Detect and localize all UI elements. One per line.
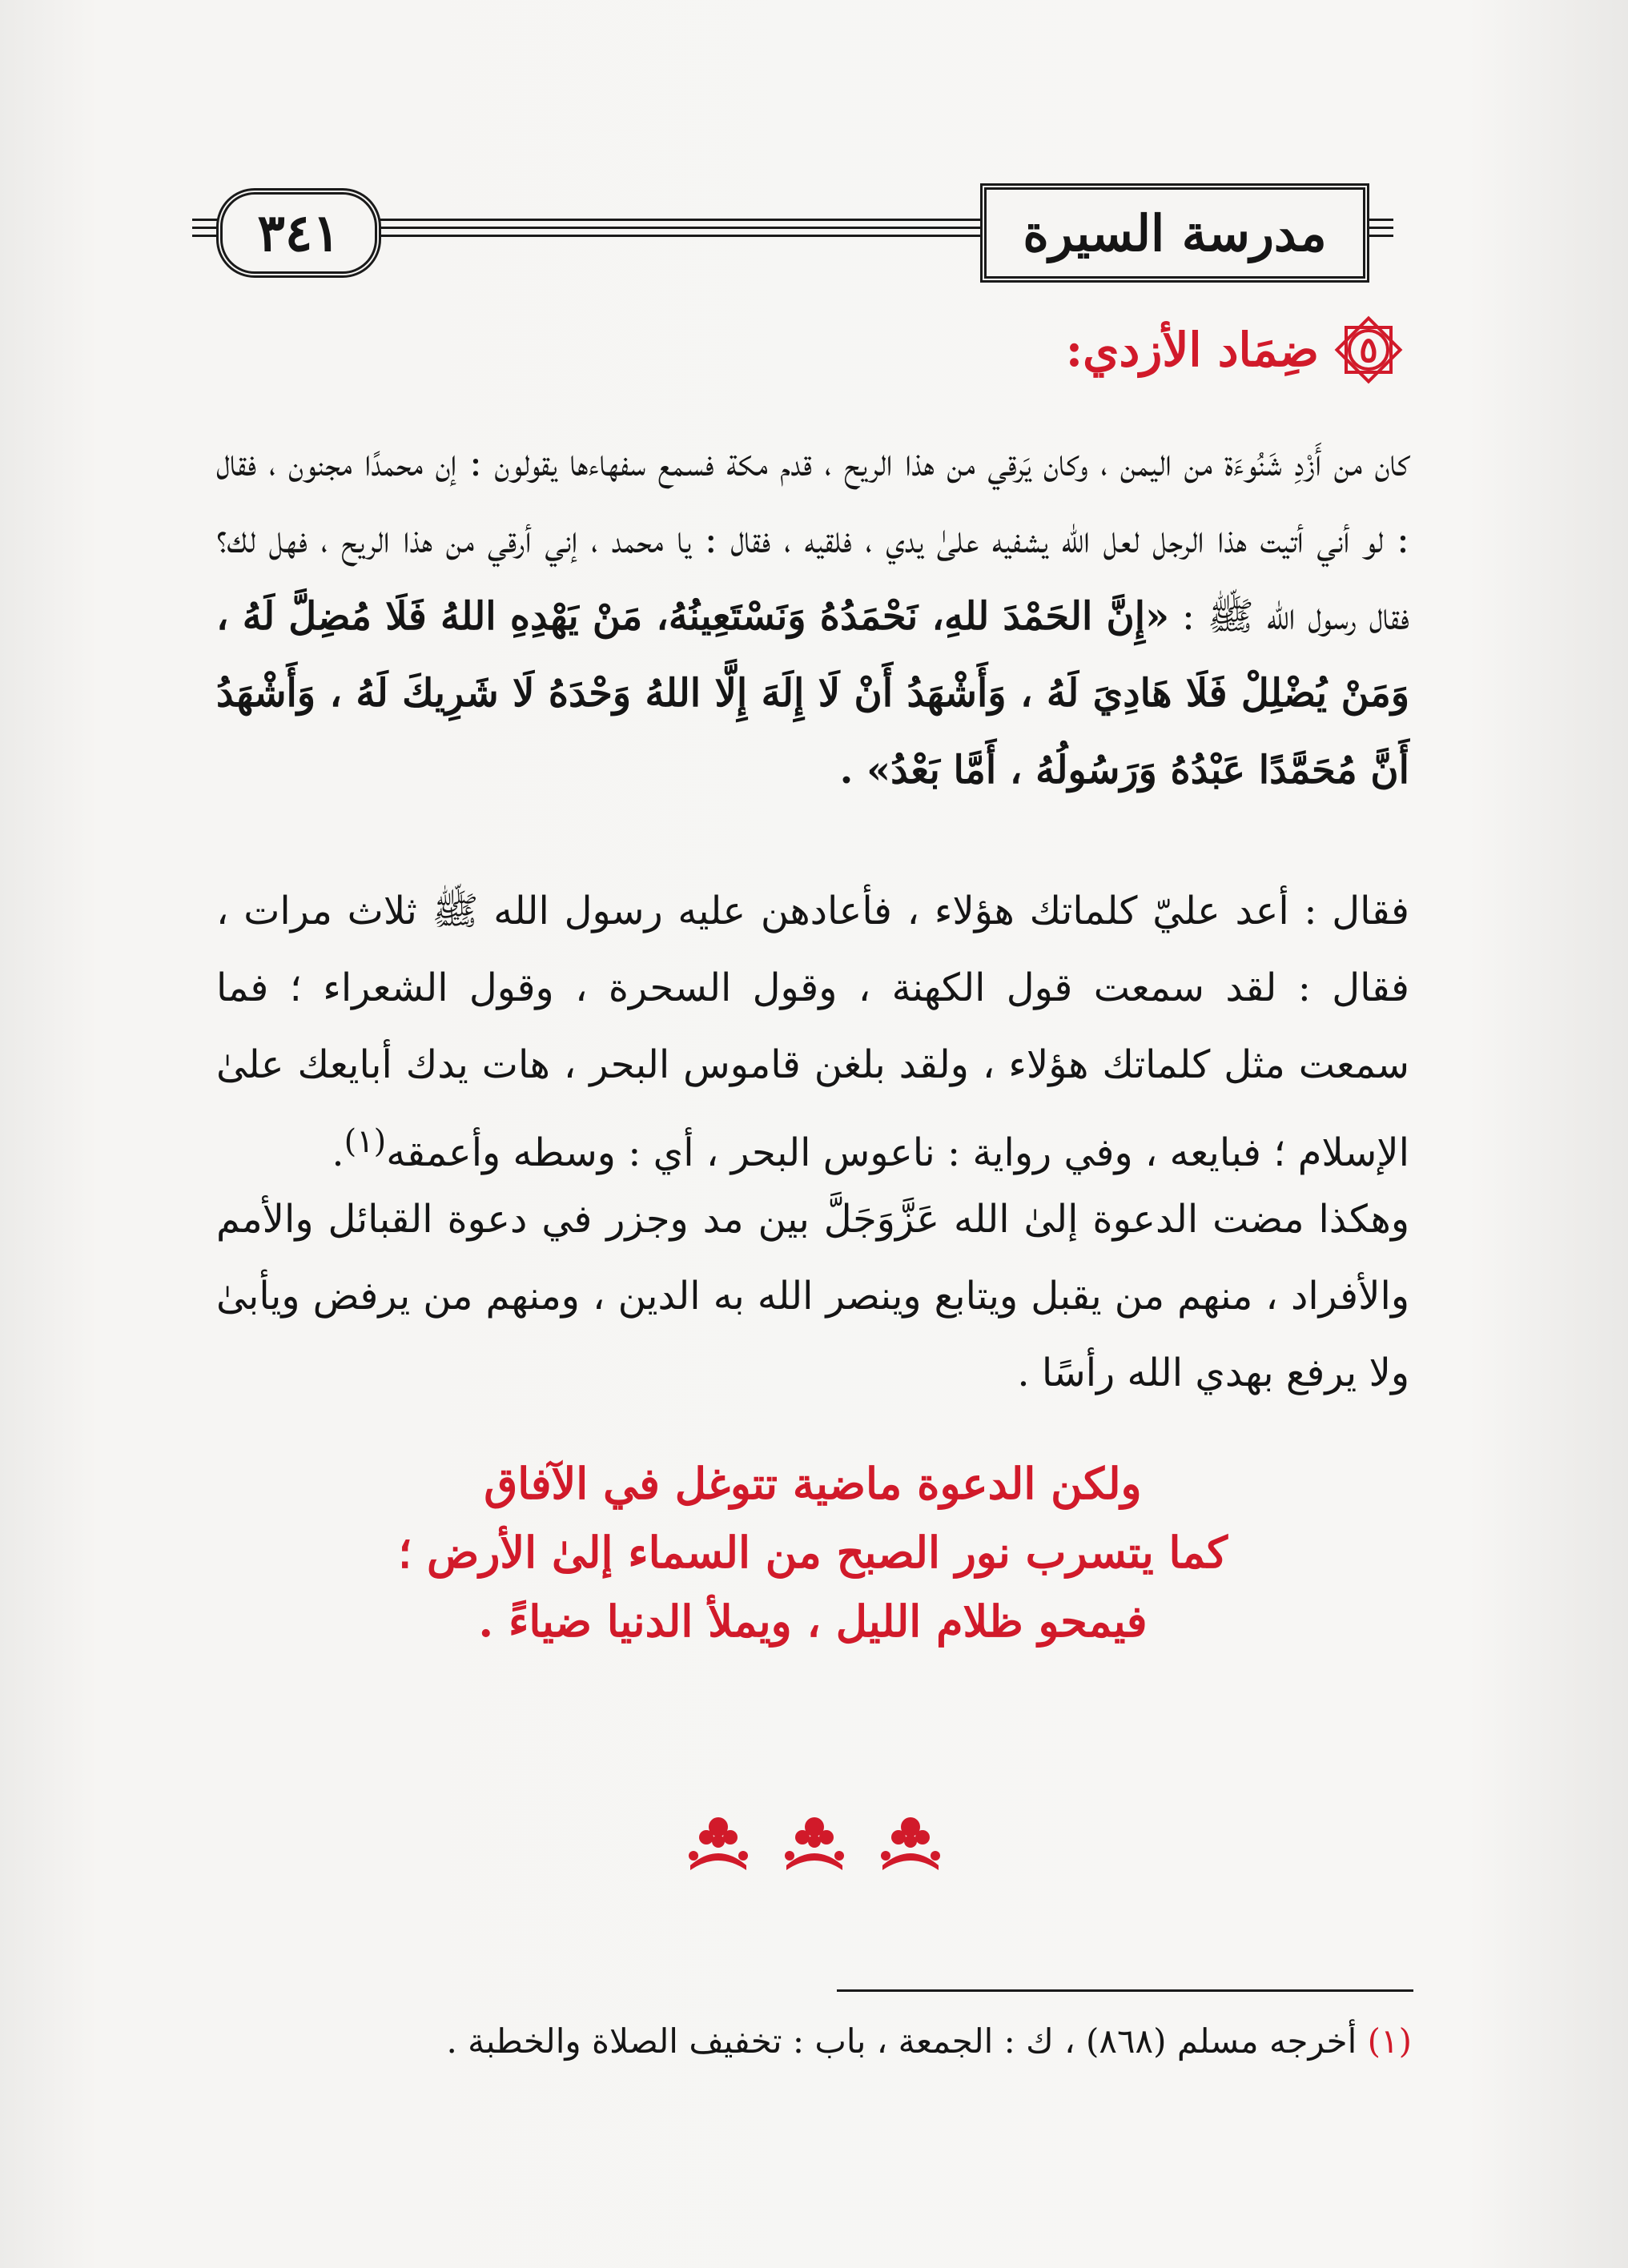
emphasis-line: فيمحو ظلام الليل ، ويملأ الدنيا ضياءً .	[478, 1596, 1148, 1647]
paragraph-text: وهكذا مضت الدعوة إلىٰ الله عَزَّوَجَلَّ بين مد وجزر في دعوة القبائل والأمم والأفراد ، منهم من يقبل ويتابع وينصر الله به الدين ، ومنهم من يرفض ويأبىٰ ولا يرفع بهدي الله رأسًا .	[216, 1197, 1410, 1395]
flower-ornament-icon	[682, 1809, 754, 1873]
paragraph-end: .	[332, 1130, 344, 1175]
paragraph-text: كان من أَزْدِ شَنُوءَة من اليمن ، وكان يَرقي من هذا الريح ، قدم مكة فسمع سفهاءها يقولون : إن محمدًا مجنون ، فقال : لو أني أتيت هذا الرجل لعل الله يشفيه علىٰ يدي ، فلقيه ، فقال : يا محمد ، إني أرقي من هذا الريح ، فهل لك؟ فقال رسول الله ﷺ :	[216, 440, 1410, 639]
section-number: ٥	[1359, 329, 1378, 371]
emphasis-block	[216, 1449, 1409, 1656]
paragraph	[216, 1181, 1409, 1411]
footnote-separator	[837, 1989, 1413, 1992]
emphasis-line: ولكن الدعوة ماضية تتوغل في الآفاق	[484, 1458, 1142, 1509]
flower-ornament-icon	[778, 1809, 850, 1873]
hadith-quote: «إِنَّ الحَمْدَ للهِ، نَحْمَدُهُ وَنَسْتَعِينُهُ، مَنْ يَهْدِهِ اللهُ فَلَا مُضِلَّ لَهُ ، وَمَنْ يُضْلِلْ فَلَا هَادِيَ لَهُ ، وَأَشْهَدُ أَنْ لَا إِلَهَ إِلَّا اللهُ وَحْدَهُ لَا شَرِيكَ لَهُ ، وَأَشْهَدُ أَنَّ مُحَمَّدًا عَبْدُهُ وَرَسُولُهُ ، أَمَّا بَعْدُ» .	[216, 594, 1409, 793]
footnote-marker[interactable]: (١)	[344, 1123, 387, 1160]
paragraph	[216, 873, 1409, 1191]
page-number: ٣٤١	[216, 188, 381, 278]
floral-divider-icon	[0, 1809, 1628, 1873]
page-header	[192, 180, 1393, 276]
emphasis-line: كما يتسرب نور الصبح من السماء إلىٰ الأرض ؛	[398, 1527, 1228, 1578]
paragraph	[216, 424, 1409, 809]
book-title: مدرسة السيرة	[980, 183, 1369, 283]
section-title: ضِمَاد الأزدي:	[1065, 323, 1319, 377]
section-heading	[1066, 314, 1404, 386]
section-number-badge	[1333, 315, 1404, 385]
footnote-number: (١)	[1367, 2021, 1412, 2061]
footnote	[219, 2021, 1412, 2061]
paragraph-text: فقال : أعد عليّ كلماتك هؤلاء ، فأعادهن عليه رسول الله ﷺ ثلاث مرات ، فقال : لقد سمعت قول الكهنة ، وقول السحرة ، وقول الشعراء ؛ فما سمعت مثل كلماتك هؤلاء ، ولقد بلغن قاموس البحر ، هات يدك أبايعك علىٰ الإسلام ؛ فبايعه ، وفي رواية : ناعوس البحر ، أي : وسطه وأعمقه	[216, 889, 1409, 1175]
flower-ornament-icon	[874, 1809, 947, 1873]
footnote-text: أخرجه مسلم (٨٦٨) ، ك : الجمعة ، باب : تخفيف الصلاة والخطبة .	[446, 2021, 1368, 2061]
